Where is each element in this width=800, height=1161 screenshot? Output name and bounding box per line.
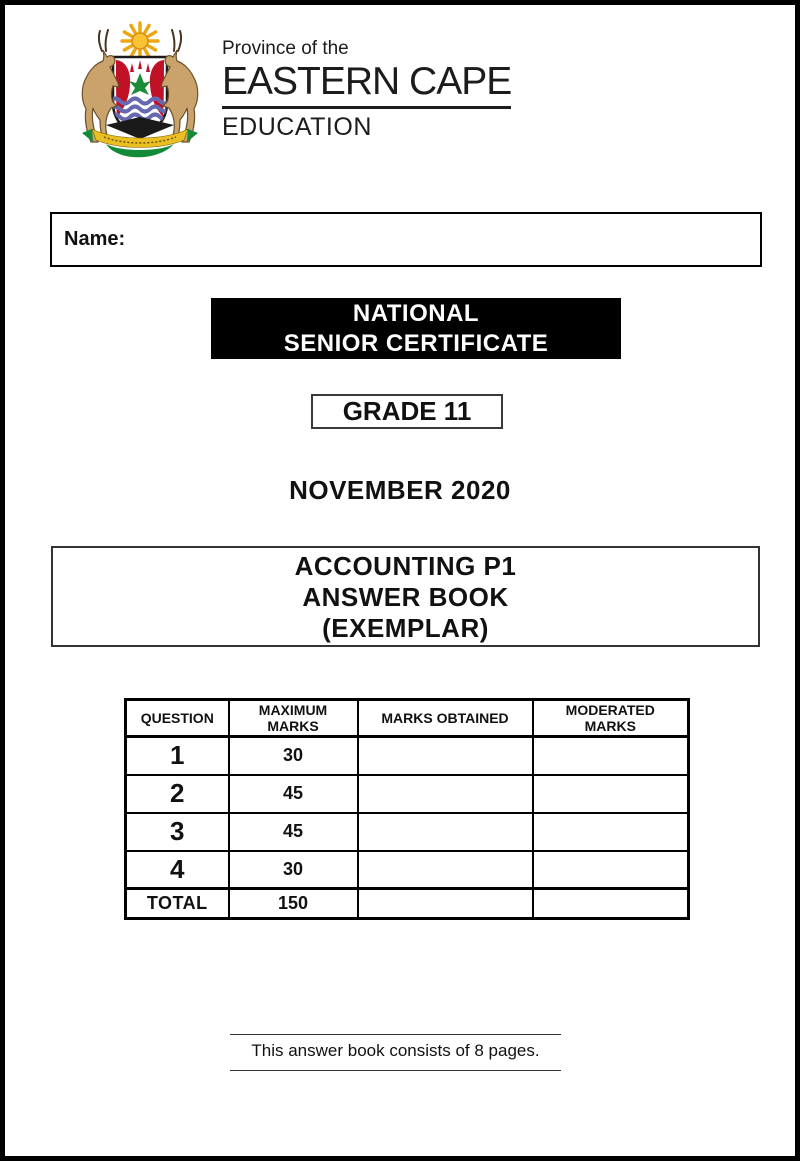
marks-obtained-cell	[358, 813, 533, 851]
logo-wordmark	[222, 38, 511, 141]
header-maximum-marks: MAXIMUM MARKS	[229, 700, 358, 737]
moderated-marks-cell	[533, 851, 689, 889]
header-question: QUESTION	[126, 700, 229, 737]
maximum-marks-cell: 45	[229, 775, 358, 813]
grade-box: GRADE 11	[311, 394, 503, 429]
moderated-marks-cell	[533, 737, 689, 775]
maximum-marks-cell: 30	[229, 737, 358, 775]
certificate-banner-line1: NATIONAL	[352, 300, 480, 327]
question-number-cell: 2	[126, 775, 229, 813]
certificate-banner	[211, 298, 621, 359]
marks-obtained-cell	[358, 737, 533, 775]
river-waves	[110, 99, 170, 120]
logo-department: EDUCATION	[222, 113, 372, 141]
page-count-note: This answer book consists of 8 pages.	[230, 1034, 561, 1071]
question-number-cell: 3	[126, 813, 229, 851]
question-number-cell: 4	[126, 851, 229, 889]
table-row	[126, 813, 689, 851]
ribbon-tip-left	[82, 129, 93, 142]
subject-title-box	[51, 546, 760, 647]
marks-obtained-cell	[358, 775, 533, 813]
session-heading: NOVEMBER 2020	[289, 475, 511, 505]
header-marks-obtained: MARKS OBTAINED	[358, 700, 533, 737]
header-moderated-marks: MODERATED MARKS	[533, 700, 689, 737]
total-moderated-marks-cell	[533, 889, 689, 919]
maximum-marks-cell: 30	[229, 851, 358, 889]
table-row	[126, 737, 689, 775]
total-label-cell: TOTAL	[126, 889, 229, 919]
logo-province-of-the: Province of the	[222, 38, 349, 59]
table-total-row	[126, 889, 689, 919]
subject-line3: (EXEMPLAR)	[322, 613, 489, 643]
total-maximum-marks-cell: 150	[229, 889, 358, 919]
moderated-marks-cell	[533, 775, 689, 813]
question-number-cell: 1	[126, 737, 229, 775]
total-marks-obtained-cell	[358, 889, 533, 919]
name-label: Name:	[64, 228, 126, 250]
logo-province-name: EASTERN CAPE	[222, 60, 512, 103]
ribbon-tip-right	[187, 129, 198, 142]
moderated-marks-cell	[533, 813, 689, 851]
marks-table	[124, 698, 690, 920]
subject-line2: ANSWER BOOK	[302, 582, 509, 612]
table-row	[126, 851, 689, 889]
name-field-box	[50, 212, 762, 267]
marks-table-header-row	[126, 700, 689, 737]
subject-line1: ACCOUNTING P1	[294, 551, 517, 581]
base-wedge	[106, 117, 174, 139]
maximum-marks-cell: 45	[229, 813, 358, 851]
logo-divider-rule	[222, 106, 511, 109]
certificate-banner-line2: SENIOR CERTIFICATE	[283, 330, 549, 357]
sun-core	[132, 33, 148, 49]
eastern-cape-coat-of-arms	[59, 21, 221, 163]
table-row	[126, 775, 689, 813]
marks-obtained-cell	[358, 851, 533, 889]
